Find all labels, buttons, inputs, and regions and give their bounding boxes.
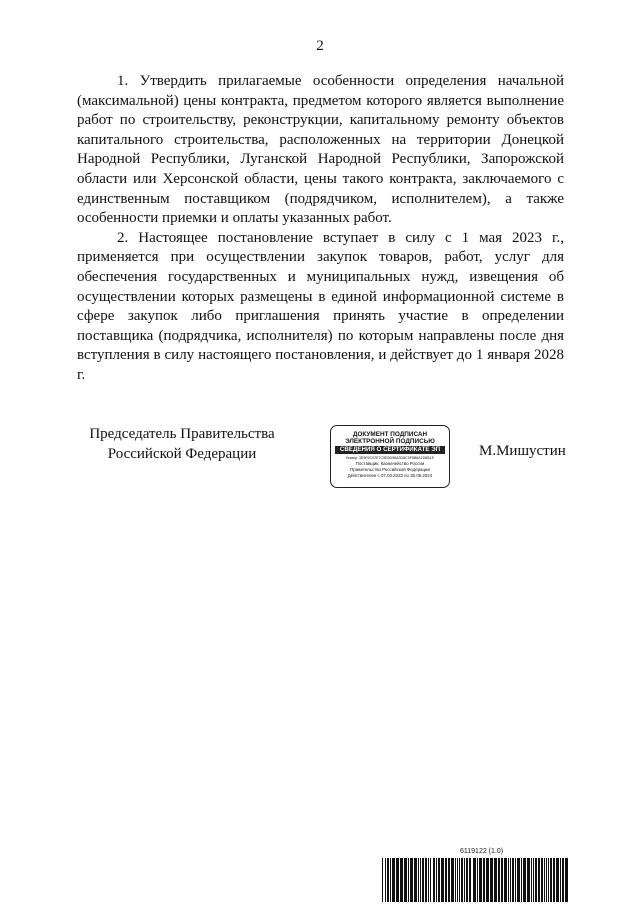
barcode-bar	[515, 858, 516, 902]
barcode-bar	[457, 858, 458, 902]
barcode-bar	[490, 858, 493, 902]
barcode-bar	[546, 858, 547, 902]
barcode-bar	[392, 858, 395, 902]
barcode-bar	[494, 858, 497, 902]
barcode-bar	[527, 858, 530, 902]
signer-position-line-1: Председатель Правительства	[89, 426, 275, 442]
barcode-bar	[451, 858, 454, 902]
barcode-bar	[565, 858, 568, 902]
barcode-bar	[438, 858, 440, 902]
barcode-bar	[396, 858, 399, 902]
barcode-bar	[445, 858, 447, 902]
barcode-bar	[425, 858, 427, 902]
barcode-bar	[436, 858, 437, 902]
signer-position	[77, 425, 287, 464]
barcode-bar	[541, 858, 543, 902]
barcode-bar	[504, 858, 507, 902]
barcode-bar	[390, 858, 391, 902]
barcode-bar	[550, 858, 552, 902]
barcode-bar	[483, 858, 485, 902]
barcode-bar	[385, 858, 386, 902]
stamp-owner: Правительство Российской Федерации	[350, 467, 430, 472]
stamp-line-1: ДОКУМЕНТ ПОДПИСАН	[352, 431, 428, 438]
paragraph-1: 1. Утвердить прилагаемые особенности определения начальной (максимальной) цены контракта, предметом которого является выполнение работ по строительству, реконструкции, капитальному ремонту объектов капитального строительства, расположенных на территории Донецкой Народной Республики, Луганской Народной Республики, Запорожской области или Херсонской области, цены такого контракта, заключаемого с единственным поставщиком (подрядчиком, исполнителем), а также особенности приемки и оплаты указанных работ.	[77, 73, 564, 227]
barcode-bar	[382, 858, 383, 902]
barcode-bar	[408, 858, 409, 902]
barcode-bar	[535, 858, 537, 902]
stamp-line-2: ЭЛЕКТРОННОЙ ПОДПИСЬЮ	[345, 438, 435, 446]
electronic-signature-stamp	[330, 425, 450, 488]
barcode-bar	[404, 858, 407, 902]
barcode-bar	[414, 858, 417, 902]
barcode-bar	[430, 858, 431, 902]
barcode-bar	[448, 858, 450, 902]
barcode-bar	[420, 858, 421, 902]
barcode-bar	[512, 858, 514, 902]
stamp-validity: Действителен с 07.03.2023 по 30.05.2024	[347, 472, 433, 478]
barcode-bar	[544, 858, 545, 902]
barcode-bar	[486, 858, 489, 902]
barcode-bar	[422, 858, 424, 902]
barcode-bar	[538, 858, 540, 902]
barcode-bar	[562, 858, 564, 902]
barcode-bar	[548, 858, 549, 902]
stamp-issuer: Поставщик: Казначейство России	[355, 461, 425, 467]
barcode-bar	[469, 858, 471, 902]
barcode-bar	[556, 858, 559, 902]
barcode-bar	[410, 858, 413, 902]
barcode-bar	[479, 858, 482, 902]
document-body	[77, 72, 564, 386]
barcode-bar	[560, 858, 561, 902]
barcode-bar	[533, 858, 534, 902]
barcode-bar	[521, 858, 522, 902]
barcode-bar	[466, 858, 468, 902]
barcode-label: 6119122 (1.0)	[460, 848, 504, 855]
barcode-bar	[510, 858, 511, 902]
barcode-bar	[517, 858, 520, 902]
barcode-bar	[387, 858, 389, 902]
barcode-bar	[461, 858, 463, 902]
barcode-bar	[455, 858, 456, 902]
signer-position-line-2: Российской Федерации	[107, 445, 257, 462]
barcode-bar	[553, 858, 555, 902]
stamp-serial: Номер: 3E9F9C07E7C5E9D98A3D8C9F5B8A1D6B1E	[345, 456, 435, 461]
barcode-bar	[473, 858, 476, 902]
barcode-bar	[464, 858, 465, 902]
barcode-bar	[477, 858, 478, 902]
barcode-bar	[441, 858, 444, 902]
barcode-icon	[382, 858, 568, 902]
barcode-bar	[508, 858, 509, 902]
page-number: 2	[316, 38, 324, 54]
barcode-bar	[400, 858, 403, 902]
stamp-certificate-band: СВЕДЕНИЯ О СЕРТИФИКАТЕ ЭП	[335, 446, 445, 454]
barcode-bar	[498, 858, 500, 902]
signer-name: М.Мишустин	[479, 443, 566, 459]
barcode-bar	[523, 858, 526, 902]
barcode-bar	[459, 858, 460, 902]
barcode-bar	[501, 858, 503, 902]
barcode-bar	[428, 858, 429, 902]
barcode-bar	[433, 858, 435, 902]
paragraph-2: 2. Настоящее постановление вступает в силу с 1 мая 2023 г., применяется при осуществлении закупок товаров, работ, услуг для обеспечения государственных и муниципальных нужд, извещения об осуществлении которых размещены в единой информационной системе в сфере закупок либо приглашения принять участие в определении поставщика (подрядчика, исполнителя) по которым направлены после дня вступления в силу настоящего постановления, и действует до 1 января 2028 г.	[77, 229, 564, 383]
barcode-bar	[418, 858, 419, 902]
barcode-bar	[531, 858, 532, 902]
